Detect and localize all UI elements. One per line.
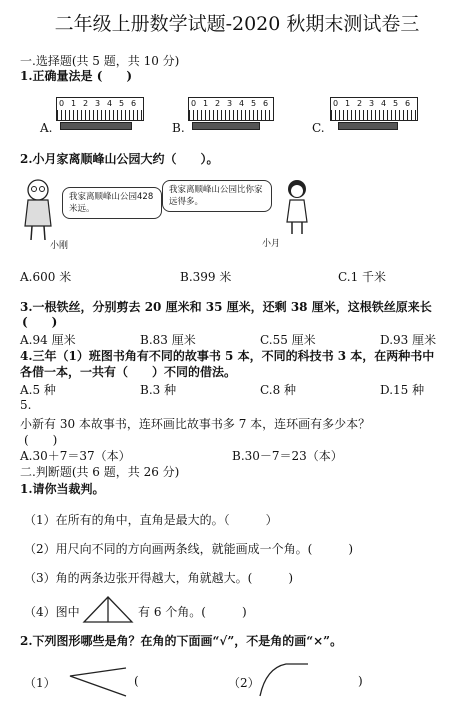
q2-option-a: A.600 米 xyxy=(20,270,72,284)
q2-option-b: B.399 米 xyxy=(180,270,232,284)
s2-q2-stem: 2.下列图形哪些是角？在角的下面画“√”，不是角的画“×”。 xyxy=(20,634,343,648)
q3-option-b: B.83 厘米 xyxy=(140,333,196,347)
q4-option-d: D.15 种 xyxy=(380,383,425,397)
q5-option-a: A.30＋7＝37（本） xyxy=(20,449,131,463)
q3-option-c: C.55 厘米 xyxy=(260,333,316,347)
s2-q2-paren1: ( xyxy=(134,674,139,688)
s2-q2-paren2: ) xyxy=(358,674,363,688)
q1-option-b-label: B. xyxy=(172,121,185,135)
q5-paren: ( ) xyxy=(24,433,58,447)
q4-option-a: A.5 种 xyxy=(20,383,56,397)
section2-header: 二.判断题(共 6 题，共 26 分) xyxy=(20,465,180,479)
speech-bubble-right: 我家离顺峰山公园比你家远得多。 xyxy=(162,180,272,212)
q4-stem-line2: 各借一本，一共有（ ）不同的借法。 xyxy=(20,365,237,379)
angle-figure-2 xyxy=(256,660,312,700)
page-title: 二年级上册数学试题-2020 秋期末测试卷三 xyxy=(54,13,420,35)
q5-number: 5. xyxy=(20,398,32,412)
q3-stem-line1: 3.一根铁丝，分别剪去 20 厘米和 35 厘米，还剩 38 厘米，这根铁丝原来长 xyxy=(20,300,432,314)
s2-q1-item3: （3）角的两条边张开得越大，角就越大。( ) xyxy=(24,571,293,585)
q5-stem: 小新有 30 本故事书，连环画比故事书多 7 本，连环画有多少本？ xyxy=(20,417,371,431)
girl-figure xyxy=(282,178,312,236)
measured-object-c xyxy=(338,122,398,130)
measured-object-a xyxy=(60,122,132,130)
name-xiaogang: 小刚 xyxy=(50,241,69,251)
q4-option-b: B.3 种 xyxy=(140,383,177,397)
ruler-a: 0 1 2 3 4 5 6 xyxy=(56,97,144,121)
q4-option-c: C.8 种 xyxy=(260,383,297,397)
speech-bubble-left: 我家离顺峰山公园428 米远。 xyxy=(62,187,162,219)
s2-q1-item4-prefix: （4）图中 xyxy=(24,605,80,619)
s2-q1-item1: （1）在所有的角中，直角是最大的。（ ） xyxy=(24,513,278,527)
name-xiaoyue: 小月 xyxy=(262,239,281,249)
q3-stem-line2: ( ) xyxy=(22,315,58,329)
measured-object-b xyxy=(192,122,260,130)
s2-q1-item2: （2）用尺向不同的方向画两条线，就能画成一个角。( ) xyxy=(24,542,354,556)
ruler-b: 0 1 2 3 4 5 6 xyxy=(188,97,274,121)
q1-option-c-label: C. xyxy=(312,121,325,135)
s2-q2-label2: （2） xyxy=(228,676,260,690)
q4-stem-line1: 4.三年（1）班图书角有不同的故事书 5 本，不同的科技书 3 本，在两种书中 xyxy=(20,349,435,363)
triangle-figure xyxy=(82,595,134,625)
section1-header: 一.选择题(共 5 题，共 10 分) xyxy=(20,54,180,68)
boy-figure xyxy=(18,176,60,242)
q5-option-b: B.30－7＝23（本） xyxy=(232,449,343,463)
q3-option-a: A.94 厘米 xyxy=(20,333,76,347)
s2-q2-label1: （1） xyxy=(24,676,56,690)
q1-option-a-label: A. xyxy=(40,121,53,135)
angle-figure-1 xyxy=(66,664,130,700)
q2-stem: 2.小月家离顺峰山公园大约（ ）。 xyxy=(20,152,219,166)
q3-option-d: D.93 厘米 xyxy=(380,333,437,347)
q1-stem: 1.正确量法是 ( ) xyxy=(20,69,133,83)
s2-q1-stem: 1.请你当裁判。 xyxy=(20,482,105,496)
q2-option-c: C.1 千米 xyxy=(338,270,387,284)
ruler-c: 0 1 2 3 4 5 6 xyxy=(330,97,418,121)
s2-q1-item4-suffix: 有 6 个角。( ) xyxy=(138,605,247,619)
